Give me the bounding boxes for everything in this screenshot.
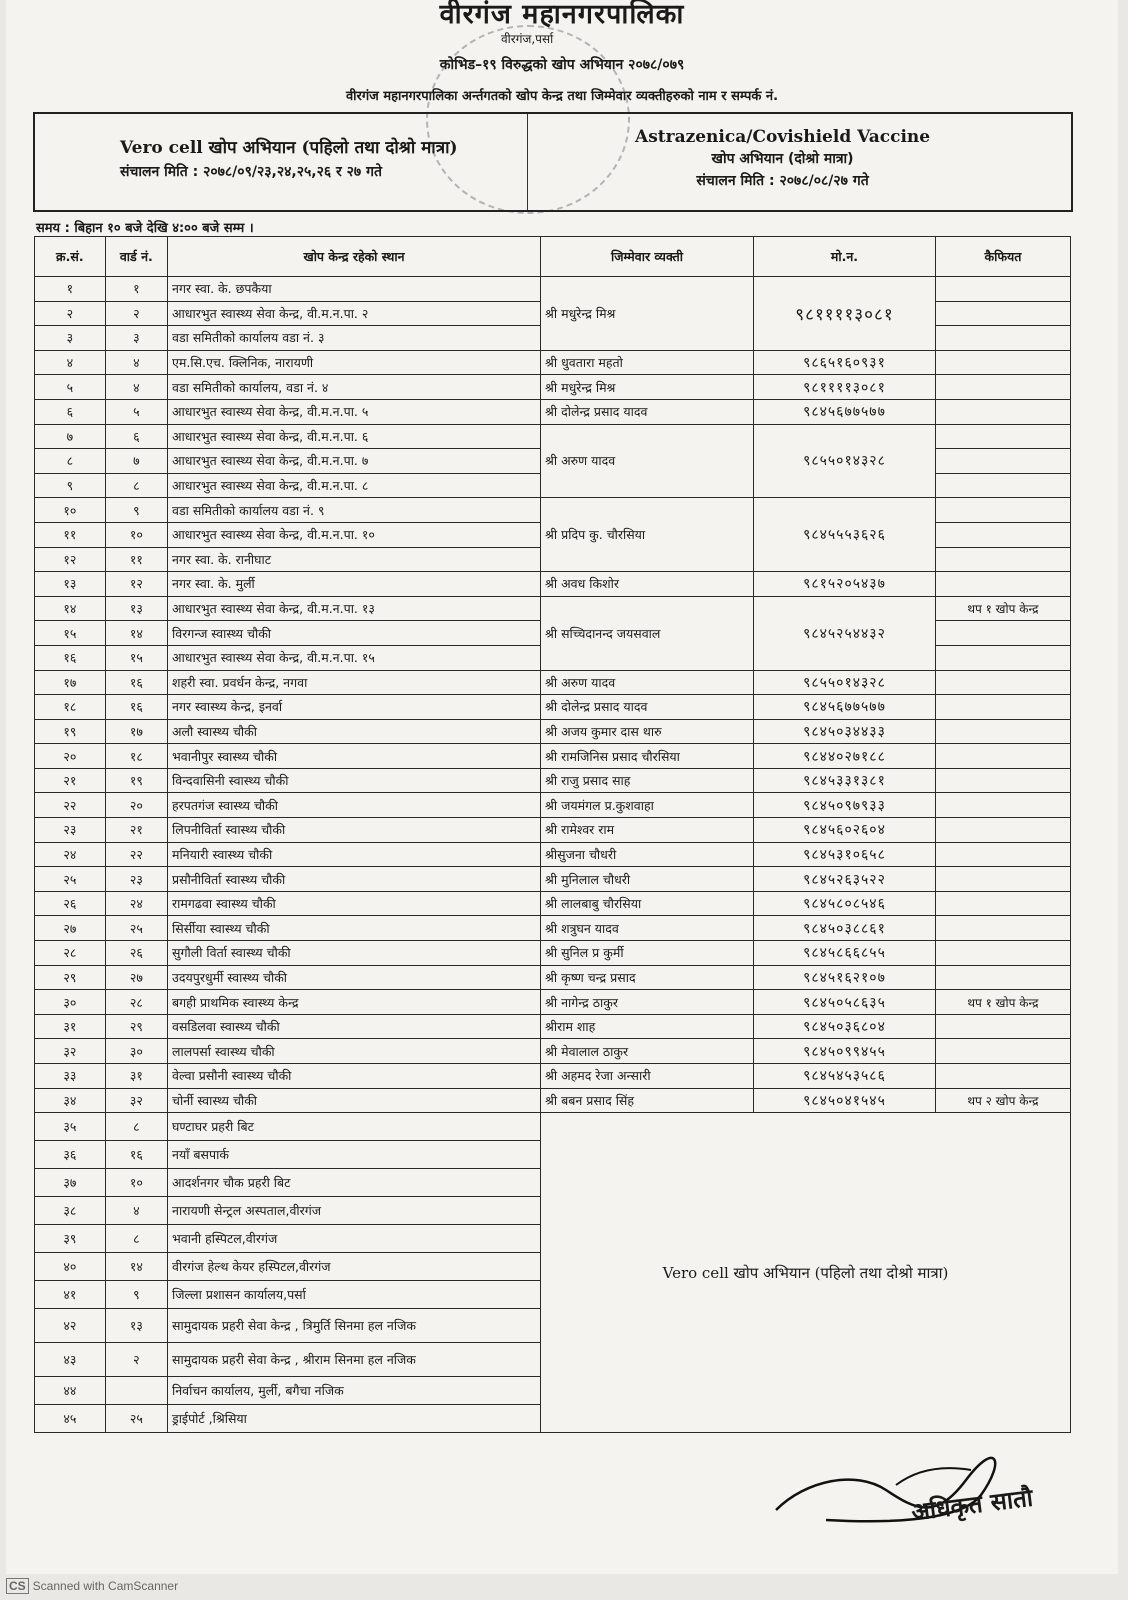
header-mobile: मो.न.	[754, 237, 936, 277]
table-row	[35, 1014, 1071, 1039]
merged-vero-cell-note: Vero cell खोप अभियान (पहिलो तथा दोश्रो मात्रा)	[541, 1113, 1071, 1433]
cell-location: विन्दवासिनी स्वास्थ्य चौकी	[168, 768, 541, 793]
cell-location: नगर स्वास्थ्य केन्द्र, इनर्वा	[168, 695, 541, 720]
cell-ward: १४	[105, 621, 167, 646]
cell-mobile: ९८५५०१४३२८	[754, 424, 936, 498]
cell-location: प्रसौनीविर्ता स्वास्थ्य चौकी	[168, 867, 541, 892]
info-divider	[527, 114, 528, 210]
table-row	[35, 842, 1071, 867]
cell-sn: १२	[35, 547, 106, 572]
cell-mobile: ९८४५३३१३८१	[754, 768, 936, 793]
subtitle-detail: वीरगंज महानगरपालिका अर्न्तगतको खोप केन्द्र तथा जिम्मेवार व्यक्तीहरुको नाम र सम्पर्क नं.	[345, 89, 779, 104]
cell-ward: ३०	[105, 1039, 167, 1064]
cell-mobile: ९८४५१६२१०७	[754, 965, 936, 990]
cell-person: श्रीसुजना चौधरी	[541, 842, 754, 867]
cell-ward: ४	[105, 350, 167, 375]
cell-remarks	[935, 645, 1070, 670]
cell-location: ड्राईपोर्ट ,श्रिसिया	[168, 1405, 541, 1433]
cell-sn: २८	[35, 941, 106, 966]
cell-sn: २२	[35, 793, 106, 818]
cell-mobile: ९८४५८६६८५५	[754, 941, 936, 966]
cell-remarks	[935, 670, 1070, 695]
cell-remarks	[935, 768, 1070, 793]
cell-sn: ३५	[35, 1113, 106, 1141]
cell-sn: ७	[35, 424, 106, 449]
cell-mobile: ९८४५०३४४३३	[754, 719, 936, 744]
cell-ward: १४	[105, 1253, 167, 1281]
cell-sn: २५	[35, 867, 106, 892]
cell-ward: २१	[105, 818, 167, 843]
cell-ward: २३	[105, 867, 167, 892]
cell-person: श्री अजय कुमार दास थारु	[541, 719, 754, 744]
cell-ward: २२	[105, 842, 167, 867]
cell-remarks	[935, 941, 1070, 966]
cell-sn: ३६	[35, 1141, 106, 1169]
cell-location: चोर्नी स्वास्थ्य चौकी	[168, 1088, 541, 1113]
cell-person: श्री रामजिनिस प्रसाद चौरसिया	[541, 744, 754, 769]
cell-mobile: ९८५५०१४३२८	[754, 670, 936, 695]
cell-location: सामुदायक प्रहरी सेवा केन्द्र , श्रीराम सिनमा हल नजिक	[168, 1343, 541, 1377]
cell-sn: ५	[35, 375, 106, 400]
table-row	[35, 1113, 1071, 1141]
table-row	[35, 768, 1071, 793]
cell-location: आधारभुत स्वास्थ्य सेवा केन्द्र, वी.म.न.पा. ६	[168, 424, 541, 449]
cell-sn: ३०	[35, 990, 106, 1015]
cell-sn: ४	[35, 350, 106, 375]
cell-person: श्री अरुण यादव	[541, 424, 754, 498]
cell-remarks	[935, 1014, 1070, 1039]
cell-remarks	[935, 498, 1070, 523]
cell-ward: २०	[105, 793, 167, 818]
cell-mobile: ९८११११३०८१	[754, 375, 936, 400]
header-location: खोप केन्द्र रहेको स्थान	[168, 237, 541, 277]
cell-mobile: ९८४५३१०६५८	[754, 842, 936, 867]
cell-ward	[105, 1377, 167, 1405]
cell-ward: २	[105, 301, 167, 326]
cell-ward: २९	[105, 1014, 167, 1039]
cell-ward: २५	[105, 1405, 167, 1433]
cell-ward: ६	[105, 424, 167, 449]
cell-sn: ३८	[35, 1197, 106, 1225]
cell-remarks	[935, 449, 1070, 474]
table-row	[35, 695, 1071, 720]
cell-ward: १३	[105, 596, 167, 621]
cell-person: श्री मुनिलाल चौधरी	[541, 867, 754, 892]
header-person: जिम्मेवार व्यक्ती	[541, 237, 754, 277]
cell-sn: २६	[35, 891, 106, 916]
cell-remarks	[935, 424, 1070, 449]
cell-remarks	[935, 572, 1070, 597]
cell-remarks	[935, 350, 1070, 375]
cell-person: श्री प्रदिप कु. चौरसिया	[541, 498, 754, 572]
cell-sn: २७	[35, 916, 106, 941]
cell-person: श्री कृष्ण चन्द्र प्रसाद	[541, 965, 754, 990]
cell-sn: ४३	[35, 1343, 106, 1377]
cell-sn: १७	[35, 670, 106, 695]
cell-mobile: ९८४५२६३५२२	[754, 867, 936, 892]
cell-ward: २	[105, 1343, 167, 1377]
cell-mobile: ९८४५६०२६०४	[754, 818, 936, 843]
cell-ward: १२	[105, 572, 167, 597]
cell-location: निर्वाचन कार्यालय, मुर्ली, बगैचा नजिक	[168, 1377, 541, 1405]
cell-sn: २४	[35, 842, 106, 867]
cell-location: आधारभुत स्वास्थ्य सेवा केन्द्र, वी.म.न.पा. ८	[168, 473, 541, 498]
cell-sn: ४४	[35, 1377, 106, 1405]
cell-location: वडा समितीको कार्यालय, वडा नं. ४	[168, 375, 541, 400]
cell-sn: १०	[35, 498, 106, 523]
cell-location: सुगौली विर्ता स्वास्थ्य चौकी	[168, 941, 541, 966]
cell-location: आधारभुत स्वास्थ्य सेवा केन्द्र, वी.म.न.पा. १३	[168, 596, 541, 621]
cell-remarks	[935, 301, 1070, 326]
cell-remarks	[935, 1064, 1070, 1089]
table-row	[35, 793, 1071, 818]
cell-sn: १३	[35, 572, 106, 597]
cell-location: भवानी हस्पिटल,वीरगंज	[168, 1225, 541, 1253]
table-row	[35, 424, 1071, 449]
table-row	[35, 719, 1071, 744]
header-sn: क्र.सं.	[35, 237, 106, 277]
cell-person: श्री बबन प्रसाद सिंह	[541, 1088, 754, 1113]
cell-location: सिर्सीया स्वास्थ्य चौकी	[168, 916, 541, 941]
cell-sn: २३	[35, 818, 106, 843]
cell-person: श्री राजु प्रसाद साह	[541, 768, 754, 793]
cell-remarks	[935, 326, 1070, 351]
cell-mobile: ९८४५८०८५४६	[754, 891, 936, 916]
cell-person: श्री अरुण यादव	[541, 670, 754, 695]
cell-location: सामुदायक प्रहरी सेवा केन्द्र , त्रिमुर्ति सिनमा हल नजिक	[168, 1309, 541, 1343]
cell-location: नगर स्वा. के. छपकैया	[168, 277, 541, 302]
cell-sn: ३७	[35, 1169, 106, 1197]
cell-ward: १९	[105, 768, 167, 793]
cell-ward: ९	[105, 498, 167, 523]
cell-remarks: थप १ खोप केन्द्र	[935, 990, 1070, 1015]
cell-ward: ११	[105, 547, 167, 572]
cell-person: श्री लालबाबु चौरसिया	[541, 891, 754, 916]
cell-sn: २१	[35, 768, 106, 793]
cell-remarks	[935, 818, 1070, 843]
vero-cell-dates: संचालन मिति : २०७८/०९/२३,२४,२५,२६ र २७ गते	[120, 164, 382, 180]
cell-ward: १५	[105, 645, 167, 670]
cell-mobile: ९८६५१६०९३१	[754, 350, 936, 375]
cell-location: हरपतगंज स्वास्थ्य चौकी	[168, 793, 541, 818]
cell-location: शहरी स्वा. प्रवर्धन केन्द्र, नगवा	[168, 670, 541, 695]
cell-ward: ४	[105, 375, 167, 400]
cell-mobile: ९८४५०३८८६१	[754, 916, 936, 941]
cell-mobile: ९८४५५५३६२६	[754, 498, 936, 572]
table-row	[35, 399, 1071, 424]
table-row	[35, 498, 1071, 523]
cell-mobile: ९८४५०५८६३५	[754, 990, 936, 1015]
cell-ward: १७	[105, 719, 167, 744]
cell-location: बगही प्राथमिक स्वास्थ्य केन्द्र	[168, 990, 541, 1015]
cell-remarks	[935, 965, 1070, 990]
cell-remarks	[935, 719, 1070, 744]
cell-ward: ८	[105, 473, 167, 498]
table-header-row	[35, 237, 1071, 277]
cell-location: लिपनीविर्ता स्वास्थ्य चौकी	[168, 818, 541, 843]
cell-location: वेल्वा प्रसौनी स्वास्थ्य चौकी	[168, 1064, 541, 1089]
cell-ward: २७	[105, 965, 167, 990]
table-row	[35, 1039, 1071, 1064]
cell-sn: ३३	[35, 1064, 106, 1089]
cell-ward: २५	[105, 916, 167, 941]
cell-ward: १८	[105, 744, 167, 769]
cell-person: श्री मेवालाल ठाकुर	[541, 1039, 754, 1064]
cell-ward: १६	[105, 670, 167, 695]
cell-remarks	[935, 277, 1070, 302]
table-row	[35, 744, 1071, 769]
cell-location: वडा समितीको कार्यालय वडा नं. ३	[168, 326, 541, 351]
header-remarks: कैफियत	[935, 237, 1070, 277]
cell-location: नारायणी सेन्ट्रल अस्पताल,वीरगंज	[168, 1197, 541, 1225]
cell-person: श्री नागेन्द्र ठाकुर	[541, 990, 754, 1015]
cell-sn: ९	[35, 473, 106, 498]
cell-ward: ८	[105, 1225, 167, 1253]
table-row	[35, 965, 1071, 990]
cell-person: श्री अवध किशोर	[541, 572, 754, 597]
table-row	[35, 572, 1071, 597]
cell-remarks	[935, 793, 1070, 818]
table-row	[35, 277, 1071, 302]
cell-sn: २९	[35, 965, 106, 990]
vaccination-centers-table	[34, 236, 1071, 1433]
cell-ward: ५	[105, 399, 167, 424]
cell-sn: १८	[35, 695, 106, 720]
cell-location: आधारभुत स्वास्थ्य सेवा केन्द्र, वी.म.न.पा. १५	[168, 645, 541, 670]
cell-remarks	[935, 916, 1070, 941]
cell-location: नगर स्वा. के. रानीघाट	[168, 547, 541, 572]
cell-ward: ९	[105, 1281, 167, 1309]
cell-mobile: ९८४५०३६८०४	[754, 1014, 936, 1039]
cell-sn: ११	[35, 522, 106, 547]
cell-ward: १०	[105, 1169, 167, 1197]
cell-sn: ३९	[35, 1225, 106, 1253]
footer-text: Scanned with CamScanner	[32, 1579, 179, 1593]
cell-mobile: ९८४५६७७५७७	[754, 695, 936, 720]
table-row	[35, 867, 1071, 892]
cell-sn: ४०	[35, 1253, 106, 1281]
signature-block	[766, 1450, 1066, 1540]
astrazeneca-title: Astrazenica/Covishield Vaccine	[635, 127, 931, 147]
cell-location: नगर स्वा. के. मुर्ली	[168, 572, 541, 597]
table-row	[35, 1088, 1071, 1113]
cell-location: आधारभुत स्वास्थ्य सेवा केन्द्र, वी.म.न.पा. २	[168, 301, 541, 326]
cell-ward: १६	[105, 1141, 167, 1169]
table-row	[35, 916, 1071, 941]
cell-sn: ४१	[35, 1281, 106, 1309]
cell-location: वसडिलवा स्वास्थ्य चौकी	[168, 1014, 541, 1039]
cell-ward: १	[105, 277, 167, 302]
cell-location: विरगन्ज स्वास्थ्य चौकी	[168, 621, 541, 646]
cell-location: लालपर्सा स्वास्थ्य चौकी	[168, 1039, 541, 1064]
cell-sn: ४२	[35, 1309, 106, 1343]
cell-sn: ३१	[35, 1014, 106, 1039]
cell-ward: ८	[105, 1113, 167, 1141]
table-row	[35, 596, 1071, 621]
vero-cell-title: Vero cell खोप अभियान (पहिलो तथा दोश्रो मात्रा)	[120, 138, 458, 158]
cell-sn: २	[35, 301, 106, 326]
cell-ward: १६	[105, 695, 167, 720]
cell-location: उदयपुरधुर्मी स्वास्थ्य चौकी	[168, 965, 541, 990]
cell-ward: १०	[105, 522, 167, 547]
header-ward: वार्ड नं.	[105, 237, 167, 277]
cell-location: आदर्शनगर चौक प्रहरी बिट	[168, 1169, 541, 1197]
cell-ward: २८	[105, 990, 167, 1015]
cell-sn: ६	[35, 399, 106, 424]
astrazeneca-dates: संचालन मिति : २०७८/०८/२७ गते	[696, 173, 869, 189]
cell-sn: २०	[35, 744, 106, 769]
cell-sn: १	[35, 277, 106, 302]
cell-person: श्री रामेश्वर राम	[541, 818, 754, 843]
cell-sn: ४५	[35, 1405, 106, 1433]
cell-remarks	[935, 744, 1070, 769]
cell-remarks	[935, 695, 1070, 720]
cell-sn: ३२	[35, 1039, 106, 1064]
cell-sn: ३	[35, 326, 106, 351]
table-row	[35, 891, 1071, 916]
cell-sn: ३४	[35, 1088, 106, 1113]
cell-mobile: ९८४५२५४४३२	[754, 596, 936, 670]
cell-remarks	[935, 842, 1070, 867]
vero-cell-info	[120, 136, 458, 184]
cell-mobile: ९८११११३०८१	[754, 277, 936, 351]
table-row	[35, 818, 1071, 843]
cell-person: श्री सुनिल प्र कुर्मी	[541, 941, 754, 966]
cell-remarks	[935, 522, 1070, 547]
table-row	[35, 670, 1071, 695]
table-row	[35, 350, 1071, 375]
cell-ward: २४	[105, 891, 167, 916]
astrazeneca-dose: खोप अभियान (दोश्रो मात्रा)	[711, 151, 854, 167]
cell-remarks	[935, 867, 1070, 892]
time-note: समय : बिहान १० बजे देखि ४:०० बजे सम्म ।	[36, 221, 254, 236]
cell-remarks: थप २ खोप केन्द्र	[935, 1088, 1070, 1113]
cell-sn: १४	[35, 596, 106, 621]
cell-remarks	[935, 399, 1070, 424]
camscanner-icon: CS	[6, 1578, 29, 1594]
cell-mobile: ९८४५४५३५८६	[754, 1064, 936, 1089]
astrazeneca-info	[635, 126, 930, 192]
signature-label: अधिकृत सातौ	[909, 1483, 1035, 1527]
cell-mobile: ९८४४०२७१८८	[754, 744, 936, 769]
cell-person: श्री मधुरेन्द्र मिश्र	[541, 277, 754, 351]
cell-mobile: ९८१५२०५४३७	[754, 572, 936, 597]
cell-person: श्री मधुरेन्द्र मिश्र	[541, 375, 754, 400]
page-title: वीरगंज महानगरपालिका	[439, 0, 685, 30]
cell-person: श्री अहमद रेजा अन्सारी	[541, 1064, 754, 1089]
cell-remarks	[935, 1039, 1070, 1064]
cell-mobile: ९८४५०९९४५५	[754, 1039, 936, 1064]
table-row	[35, 375, 1071, 400]
cell-ward: १३	[105, 1309, 167, 1343]
cell-location: मनियारी स्वास्थ्य चौकी	[168, 842, 541, 867]
cell-person: श्री शत्रुघन यादव	[541, 916, 754, 941]
cell-remarks	[935, 375, 1070, 400]
cell-sn: १९	[35, 719, 106, 744]
cell-ward: ३१	[105, 1064, 167, 1089]
cell-ward: ३२	[105, 1088, 167, 1113]
cell-remarks	[935, 621, 1070, 646]
cell-location: अलौ स्वास्थ्य चौकी	[168, 719, 541, 744]
cell-location: रामगढवा स्वास्थ्य चौकी	[168, 891, 541, 916]
cell-remarks	[935, 547, 1070, 572]
cell-location: आधारभुत स्वास्थ्य सेवा केन्द्र, वी.म.न.पा. ५	[168, 399, 541, 424]
cell-location: नयाँ बसपार्क	[168, 1141, 541, 1169]
cell-person: श्री धुवतारा महतो	[541, 350, 754, 375]
cell-remarks	[935, 473, 1070, 498]
cell-ward: २६	[105, 941, 167, 966]
cell-mobile: ९८४५०९७९३३	[754, 793, 936, 818]
cell-person: श्री जयमंगल प्र.कुशवाहा	[541, 793, 754, 818]
cell-location: एम.सि.एच. क्लिनिक, नारायणी	[168, 350, 541, 375]
table-row	[35, 1064, 1071, 1089]
cell-person: श्री दोलेन्द्र प्रसाद यादव	[541, 399, 754, 424]
cell-location: वडा समितीको कार्यालय वडा नं. ९	[168, 498, 541, 523]
cell-ward: ३	[105, 326, 167, 351]
cell-person: श्रीराम शाह	[541, 1014, 754, 1039]
cell-person: श्री सच्चिदानन्द जयसवाल	[541, 596, 754, 670]
cell-sn: ८	[35, 449, 106, 474]
cell-location: आधारभुत स्वास्थ्य सेवा केन्द्र, वी.म.न.पा. ७	[168, 449, 541, 474]
table-row	[35, 990, 1071, 1015]
cell-location: घण्टाघर प्रहरी बिट	[168, 1113, 541, 1141]
cell-remarks	[935, 891, 1070, 916]
document-page	[6, 0, 1118, 1574]
scanner-footer	[6, 1578, 178, 1594]
cell-mobile: ९८४५०४१५४५	[754, 1088, 936, 1113]
cell-location: भवानीपुर स्वास्थ्य चौकी	[168, 744, 541, 769]
cell-person: श्री दोलेन्द्र प्रसाद यादव	[541, 695, 754, 720]
cell-ward: ४	[105, 1197, 167, 1225]
cell-sn: १५	[35, 621, 106, 646]
cell-sn: १६	[35, 645, 106, 670]
table-row	[35, 941, 1071, 966]
cell-location: जिल्ला प्रशासन कार्यालय,पर्सा	[168, 1281, 541, 1309]
cell-location: वीरगंज हेल्थ केयर हस्पिटल,वीरगंज	[168, 1253, 541, 1281]
cell-ward: ७	[105, 449, 167, 474]
campaign-info-box	[33, 112, 1073, 212]
address: वीरगंज,पर्सा	[501, 32, 554, 46]
cell-remarks: थप १ खोप केन्द्र	[935, 596, 1070, 621]
cell-mobile: ९८४५६७७५७७	[754, 399, 936, 424]
cell-location: आधारभुत स्वास्थ्य सेवा केन्द्र, वी.म.न.पा. १०	[168, 522, 541, 547]
subtitle: कोभिड–१९ विरुद्धको खोप अभियान २०७८/०७९	[439, 57, 685, 73]
